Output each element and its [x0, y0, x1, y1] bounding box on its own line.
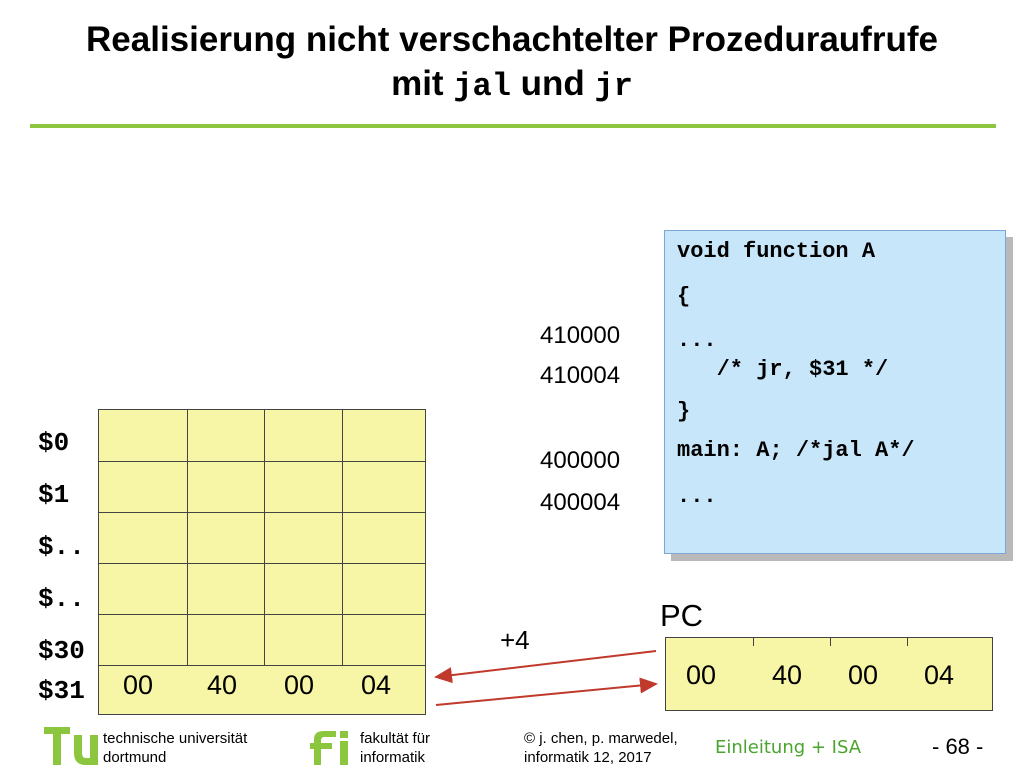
title-line-1: Realisierung nicht verschachtelter Prozeduraufrufe [86, 20, 938, 59]
r31-byte: 40 [207, 670, 238, 700]
code-line: } [677, 399, 691, 424]
page-number: - 68 - [932, 734, 984, 759]
faculty-name [360, 729, 430, 767]
section-label: Einleitung + ISA [715, 737, 862, 758]
fi-logo-icon [310, 729, 354, 765]
address-label: 400000 [540, 447, 621, 474]
code-line: /* jr, $31 */ [677, 357, 889, 382]
register-label: $31 [38, 676, 85, 706]
pc-byte: 40 [772, 660, 803, 690]
pc-increment-label: +4 [500, 625, 530, 655]
copyright-line-2: informatik 12, 2017 [524, 749, 652, 766]
code-line: { [677, 284, 691, 309]
code-line: ... [677, 484, 717, 509]
arrow-r31-to-pc [436, 684, 656, 705]
r31-byte: 00 [123, 670, 154, 700]
arrow-pc-to-r31 [436, 651, 656, 677]
title-code-jr: jr [594, 68, 633, 105]
university-line-2: dortmund [103, 749, 167, 766]
pc-byte: 00 [848, 660, 879, 690]
faculty-line-1: fakultät für [360, 730, 431, 747]
title-mid: und [510, 64, 595, 103]
code-line: ... [677, 328, 717, 353]
r31-byte: 04 [361, 670, 392, 700]
university-name [103, 729, 247, 767]
title-prefix: mit [391, 64, 454, 103]
register-label: $.. [38, 584, 85, 614]
register-label: $.. [38, 532, 85, 562]
code-line: main: A; /*jal A*/ [677, 438, 915, 463]
copyright-line-1: © j. chen, p. marwedel, [524, 730, 678, 747]
pc-byte: 00 [686, 660, 717, 690]
pc-byte: 04 [924, 660, 955, 690]
address-label: 410004 [540, 362, 621, 389]
faculty-line-2: informatik [360, 749, 426, 766]
pc-label: PC [660, 598, 704, 633]
register-label: $30 [38, 636, 85, 666]
register-label: $0 [38, 428, 70, 458]
address-label: 410000 [540, 322, 621, 349]
tu-logo-icon [44, 727, 98, 765]
copyright [524, 729, 678, 767]
register-label: $1 [38, 480, 70, 510]
address-label: 400004 [540, 489, 621, 516]
university-line-1: technische universität [103, 730, 248, 747]
code-line: void function A [677, 239, 876, 264]
title-code-jal: jal [453, 68, 511, 105]
r31-byte: 00 [284, 670, 315, 700]
